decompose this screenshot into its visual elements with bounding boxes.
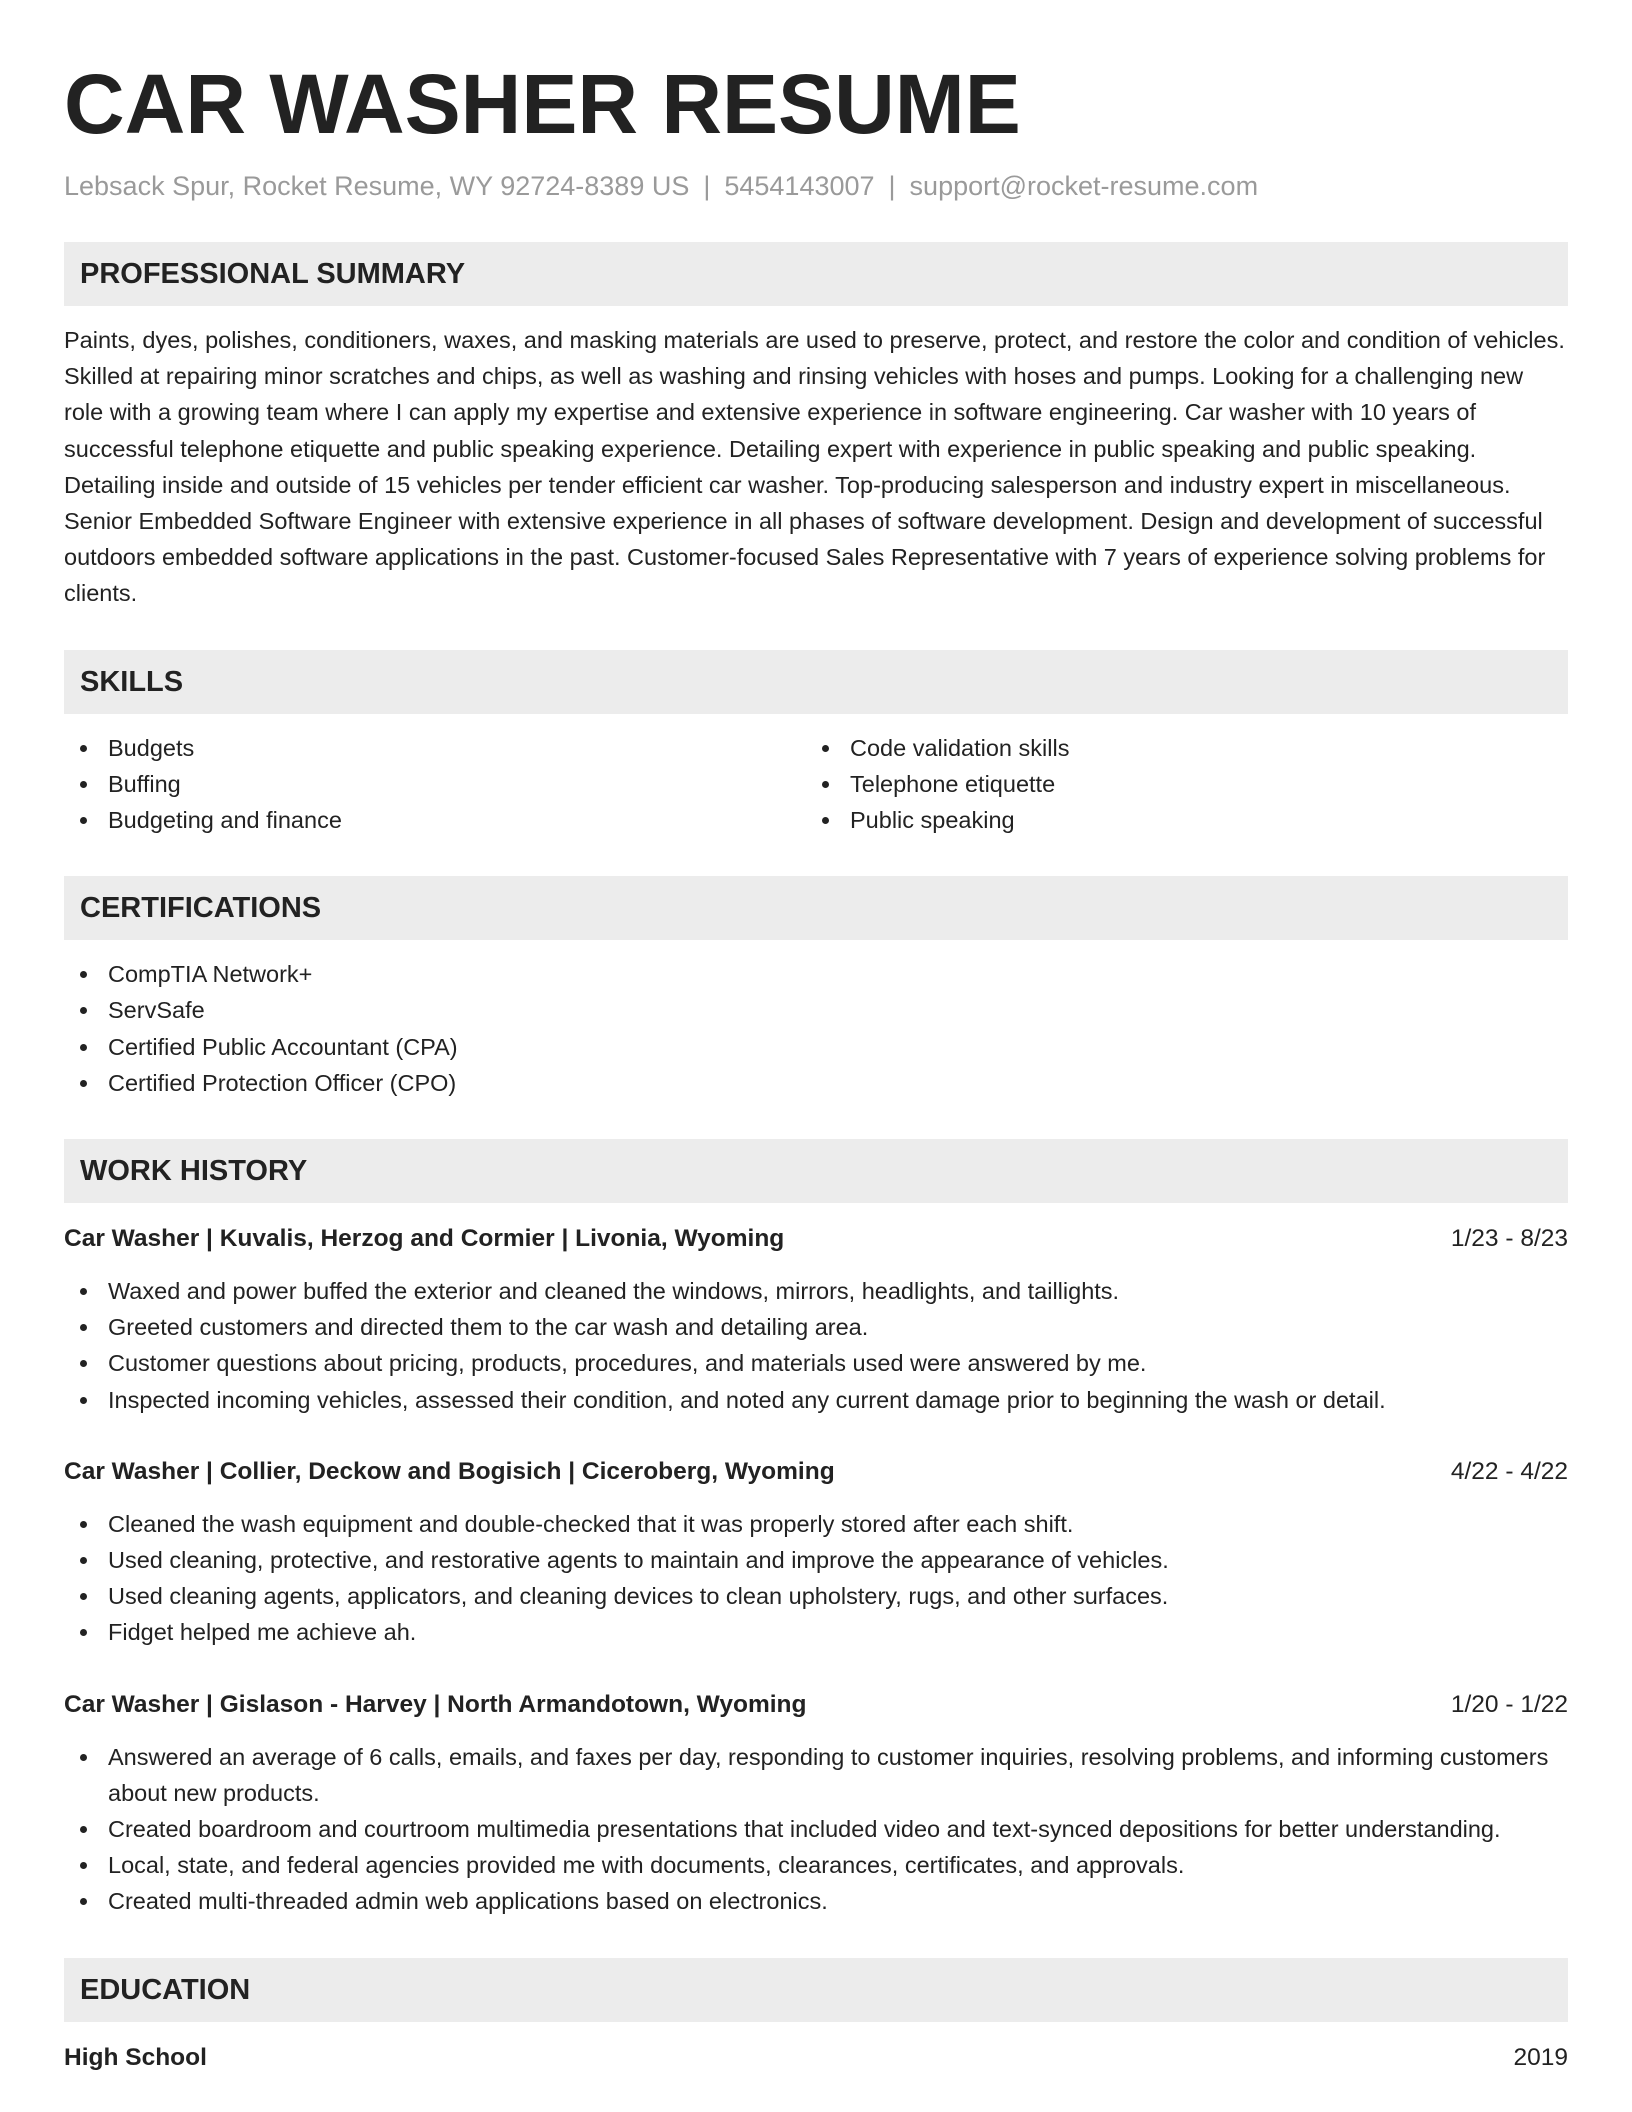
education-entry — [64, 2040, 1568, 2076]
job-duty: Customer questions about pricing, products, procedures, and materials used were answered by me. — [64, 1345, 1568, 1381]
skills-list-right — [806, 730, 1548, 839]
job-dates: 4/22 - 4/22 — [1450, 1457, 1568, 1485]
job-duty: Greeted customers and directed them to the car wash and detailing area. — [64, 1309, 1568, 1345]
skill-item: Code validation skills — [806, 730, 1548, 766]
section-heading-education: EDUCATION — [64, 1958, 1568, 2022]
resume-title: CAR WASHER RESUME — [64, 57, 1021, 151]
contact-phone: 5454143007 — [724, 171, 875, 201]
contact-line — [64, 168, 1568, 204]
job-duties-list — [64, 1739, 1568, 1920]
job-duties-list — [64, 1506, 1568, 1651]
job-duty: Waxed and power buffed the exterior and cleaned the windows, mirrors, headlights, and taillights. — [64, 1273, 1568, 1309]
section-heading-summary: PROFESSIONAL SUMMARY — [64, 242, 1568, 306]
job-duties-list — [64, 1273, 1568, 1418]
contact-email: support@rocket-resume.com — [909, 171, 1259, 201]
section-heading-skills: SKILLS — [64, 650, 1568, 714]
certification-item: CompTIA Network+ — [64, 956, 1568, 992]
skills-list-left — [64, 730, 806, 839]
job-header — [64, 1221, 1568, 1257]
job-duty: Fidget helped me achieve ah. — [64, 1614, 1568, 1650]
job-header — [64, 1687, 1568, 1723]
education-year: 2019 — [1513, 2043, 1568, 2071]
section-heading-work-history: WORK HISTORY — [64, 1139, 1568, 1203]
skill-item: Budgeting and finance — [64, 802, 806, 838]
job-entry — [64, 1687, 1568, 1920]
job-title: Car Washer | Collier, Deckow and Bogisich | Ciceroberg, Wyoming — [64, 1457, 835, 1485]
job-duty: Local, state, and federal agencies provided me with documents, clearances, certificates, and approvals. — [64, 1847, 1568, 1883]
job-duty: Created multi-threaded admin web applications based on electronics. — [64, 1883, 1568, 1919]
job-duty: Used cleaning agents, applicators, and cleaning devices to clean upholstery, rugs, and other surfaces. — [64, 1578, 1568, 1614]
job-title: Car Washer | Kuvalis, Herzog and Cormier | Livonia, Wyoming — [64, 1225, 785, 1253]
skill-item: Buffing — [64, 766, 806, 802]
certification-item: Certified Protection Officer (CPO) — [64, 1065, 1568, 1101]
certification-item: ServSafe — [64, 992, 1568, 1028]
contact-separator: | — [888, 171, 896, 201]
contact-separator: | — [703, 171, 711, 201]
education-header — [64, 2040, 1568, 2076]
job-header — [64, 1454, 1568, 1490]
skill-item: Public speaking — [806, 802, 1548, 838]
certification-item: Certified Public Accountant (CPA) — [64, 1029, 1568, 1065]
job-duty: Created boardroom and courtroom multimedia presentations that included video and text-synced depositions for better understanding. — [64, 1811, 1568, 1847]
job-entry — [64, 1221, 1568, 1418]
job-title: Car Washer | Gislason - Harvey | North Armandotown, Wyoming — [64, 1690, 807, 1718]
skills-columns — [64, 730, 1568, 839]
job-duty: Cleaned the wash equipment and double-checked that it was properly stored after each shift. — [64, 1506, 1568, 1542]
section-heading-certifications: CERTIFICATIONS — [64, 876, 1568, 940]
skill-item: Budgets — [64, 730, 806, 766]
contact-address: Lebsack Spur, Rocket Resume, WY 92724-8389 US — [64, 171, 690, 201]
certifications-list — [64, 956, 1568, 1101]
education-degree: High School — [64, 2043, 207, 2071]
job-entry — [64, 1454, 1568, 1651]
job-duty: Used cleaning, protective, and restorative agents to maintain and improve the appearance of vehicles. — [64, 1542, 1568, 1578]
skill-item: Telephone etiquette — [806, 766, 1548, 802]
job-duty: Inspected incoming vehicles, assessed their condition, and noted any current damage prior to beginning the wash or detail. — [64, 1382, 1568, 1418]
job-duty: Answered an average of 6 calls, emails, and faxes per day, responding to customer inquiries, resolving problems, and informing customers about new products. — [64, 1739, 1568, 1811]
summary-text: Paints, dyes, polishes, conditioners, waxes, and masking materials are used to preserve, protect, and restore the color and condition of vehicles. Skilled at repairing minor scratches and chips, as well as washing and rinsing vehicles with hoses and pumps. Looking for a challenging new role with a growing team where I can apply my expertise and extensive experience in software engineering. Car washer with 10 years of successful telephone etiquette and public speaking experience. Detailing expert with experience in public speaking and public speaking. Detailing inside and outside of 15 vehicles per tender efficient car washer. Top-producing salesperson and industry expert in miscellaneous. Senior Embedded Software Engineer with extensive experience in all phases of software development. Design and development of successful outdoors embedded software applications in the past. Customer-focused Sales Representative with 7 years of experience solving problems for clients. — [64, 327, 1565, 607]
job-dates: 1/23 - 8/23 — [1450, 1225, 1568, 1253]
job-dates: 1/20 - 1/22 — [1450, 1690, 1568, 1718]
